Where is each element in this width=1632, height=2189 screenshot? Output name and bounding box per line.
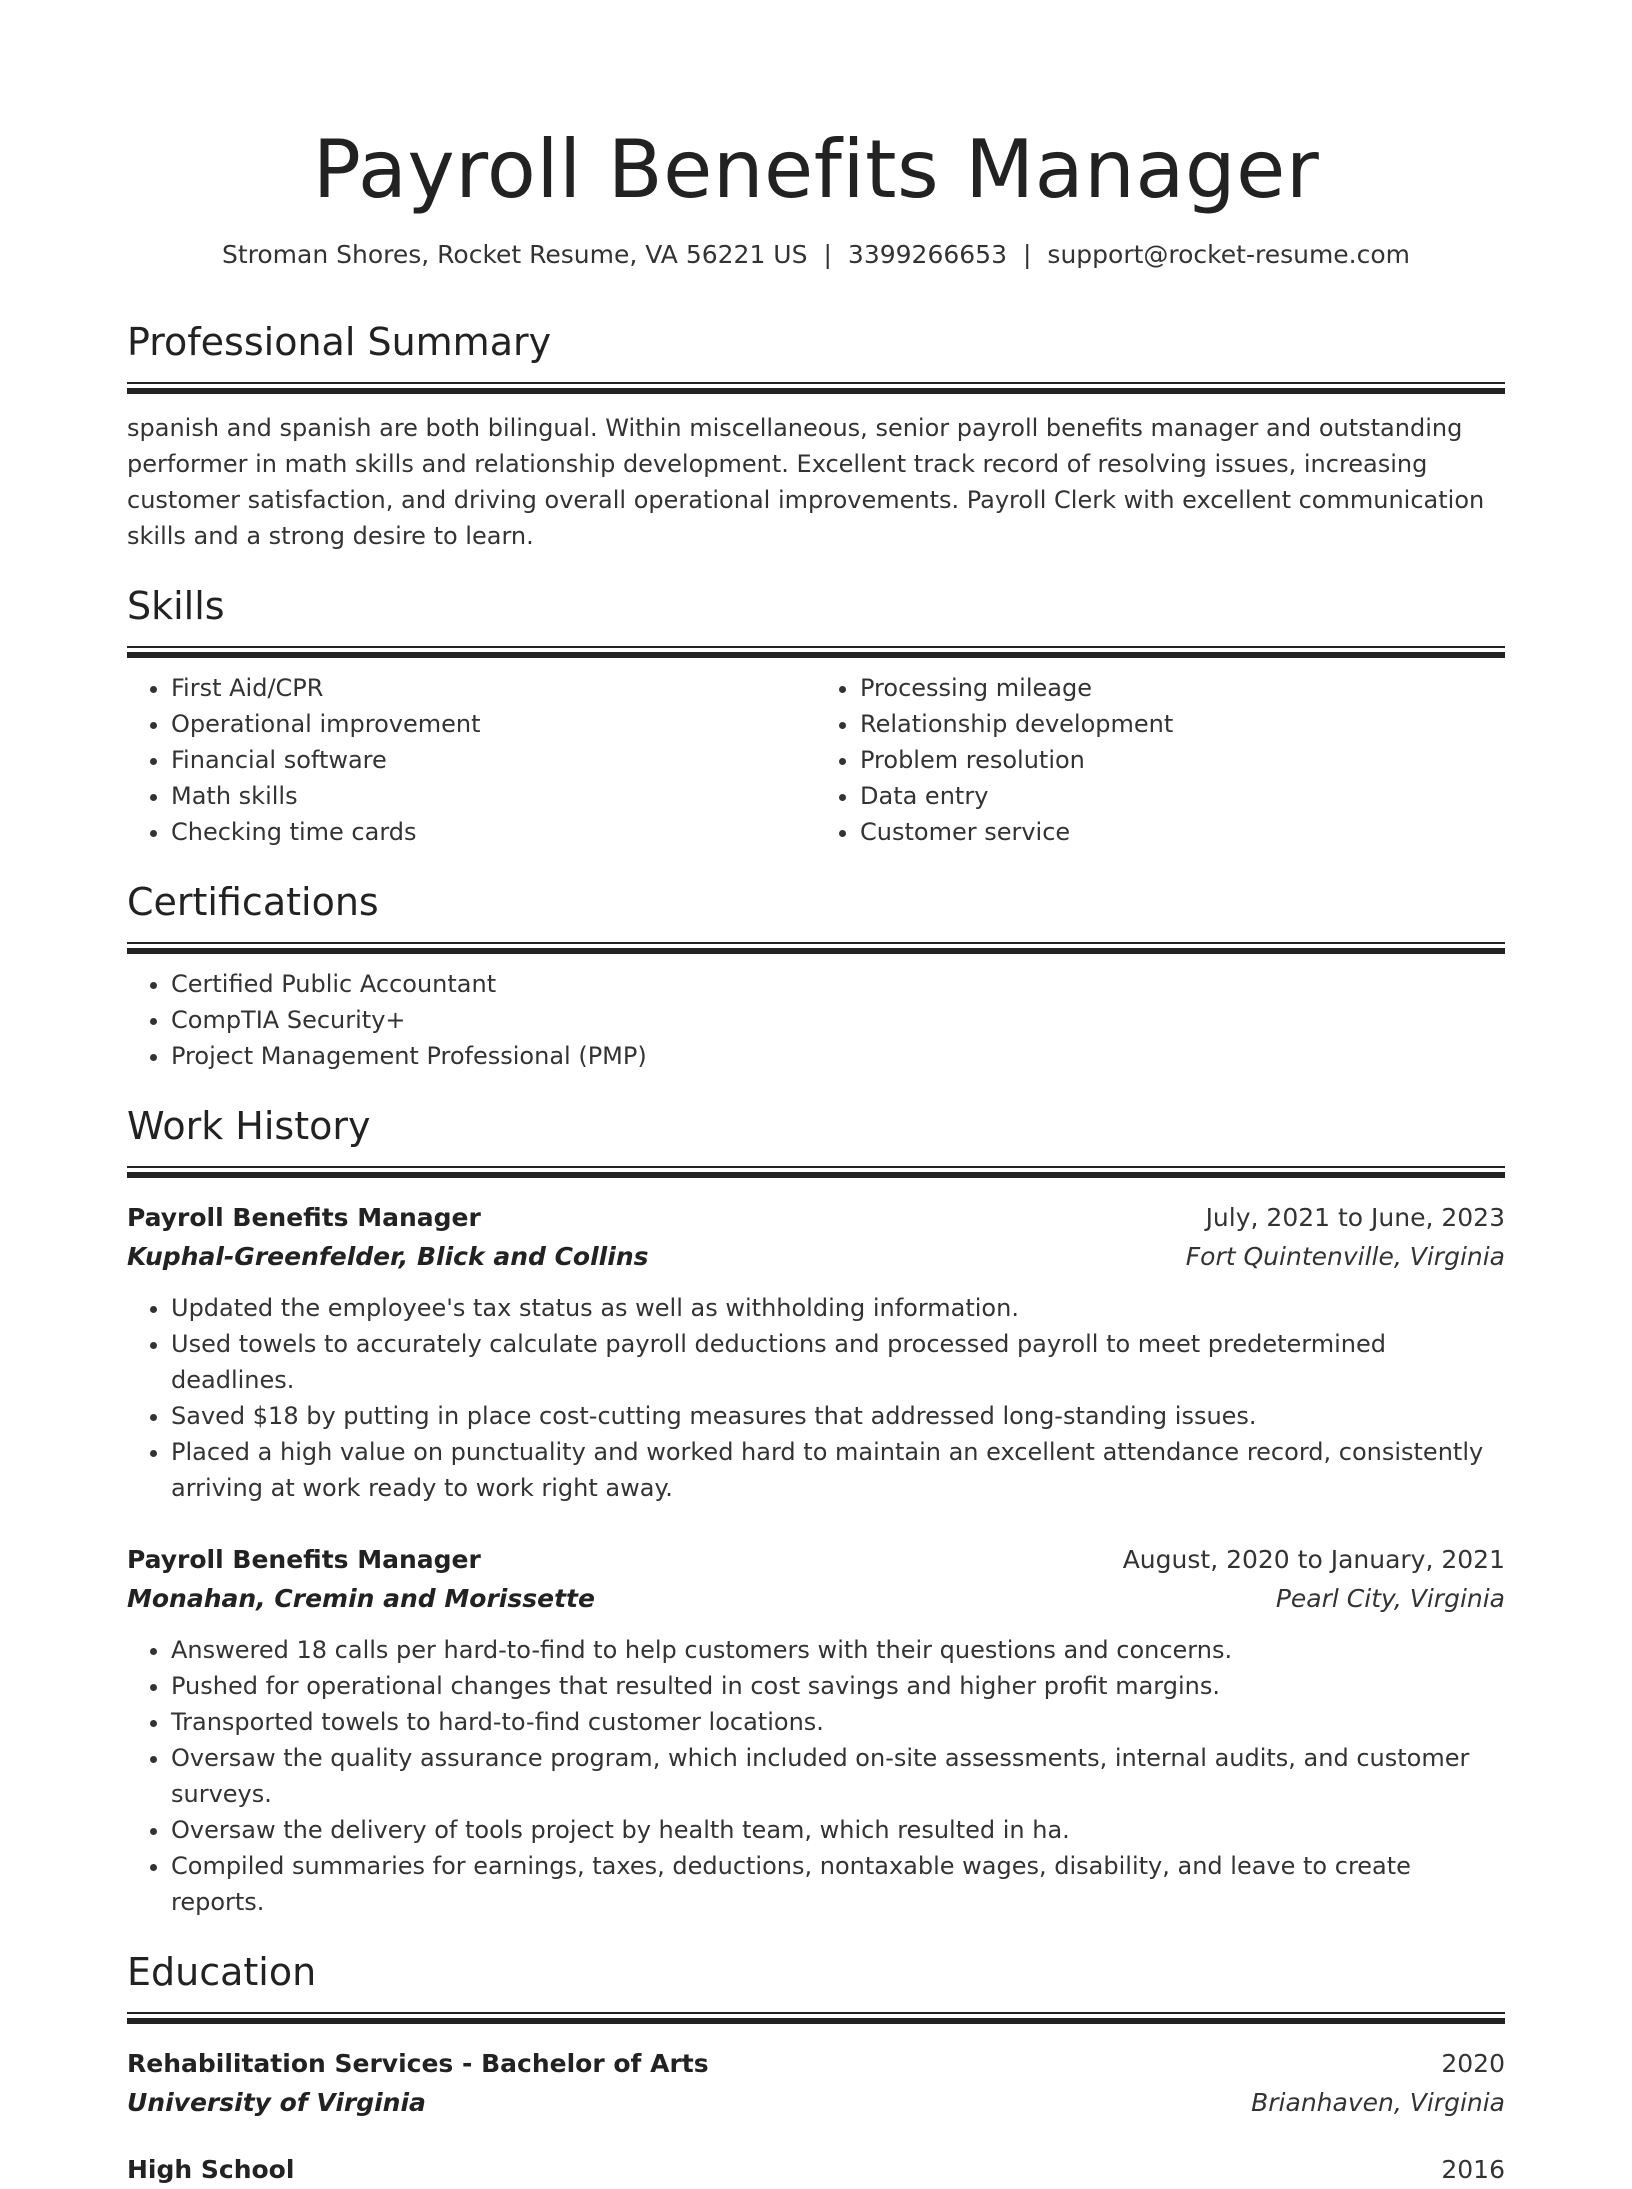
job-entry [127,1540,1505,1920]
summary-text: spanish and spanish are both bilingual. Within miscellaneous, senior payroll benefits manager and outstanding performer in math skills and relationship development. Excellent track record of resolving issues, increasing customer satisfaction, and driving overall operational improvements. Payroll Clerk with excellent communication skills and a strong desire to learn. [127,414,1485,550]
job-bullets [127,1290,1505,1506]
certifications-list [127,966,1505,1074]
job-location: Pearl City, Virginia [1275,1584,1505,1613]
education-degree: Rehabilitation Services - Bachelor of Arts [127,2049,709,2078]
skill-item: • Financial software [171,742,816,778]
job-bullet: • Placed a high value on punctuality and worked hard to maintain an excellent attendance record, consistently arriving at work ready to work right away. [171,1434,1505,1506]
skill-item: • First Aid/CPR [171,670,816,706]
certification-item: • Project Management Professional (PMP) [171,1038,1505,1074]
job-bullets [127,1632,1505,1920]
skill-item: • Data entry [860,778,1505,814]
education-location: Brianhaven, Virginia [1251,2088,1505,2117]
skill-item: • Problem resolution [860,742,1505,778]
job-bullet: • Transported towels to hard-to-find customer locations. [171,1704,1505,1740]
skill-item: • Relationship development [860,706,1505,742]
job-bullet: • Answered 18 calls per hard-to-find to help customers with their questions and concerns. [171,1632,1505,1668]
section-title-summary: Professional Summary [127,320,552,364]
skills-list-left [127,670,816,850]
education-school: University of Virginia [127,2088,426,2117]
summary-section [127,318,1505,554]
job-company-row [127,1237,1505,1276]
work-history-section [127,1102,1505,1920]
section-divider [127,646,1505,658]
job-entry [127,1198,1505,1506]
education-year: 2016 [1441,2155,1505,2184]
contact-separator: | [823,240,832,269]
section-divider [127,942,1505,954]
job-title: Payroll Benefits Manager [127,1545,481,1574]
education-year: 2020 [1441,2049,1505,2078]
contact-email: support@rocket-resume.com [1047,240,1411,269]
job-title: Payroll Benefits Manager [127,1203,481,1232]
contact-line [127,238,1505,272]
skills-section [127,582,1505,850]
resume-name: Payroll Benefits Manager [312,123,1320,216]
education-entry [127,2150,1505,2189]
job-dates: August, 2020 to January, 2021 [1122,1545,1505,1574]
section-title-certifications: Certifications [127,880,379,924]
section-title-work-history: Work History [127,1104,371,1148]
education-header-row [127,2044,1505,2083]
education-degree: High School [127,2155,295,2184]
skill-item: • Customer service [860,814,1505,850]
job-bullet: • Saved $18 by putting in place cost-cutting measures that addressed long-standing issues. [171,1398,1505,1434]
skill-item: • Math skills [171,778,816,814]
contact-address: Stroman Shores, Rocket Resume, VA 56221 US [221,240,808,269]
job-bullet: • Oversaw the quality assurance program, which included on-site assessments, internal audits, and customer surveys. [171,1740,1505,1812]
education-section [127,1948,1505,2189]
job-company: Monahan, Cremin and Morissette [127,1584,595,1613]
skill-item: • Processing mileage [860,670,1505,706]
section-divider [127,2012,1505,2024]
section-title-skills: Skills [127,584,225,628]
job-bullet: • Compiled summaries for earnings, taxes, deductions, nontaxable wages, disability, and leave to create reports. [171,1848,1505,1920]
job-company-row [127,1579,1505,1618]
skill-item: • Operational improvement [171,706,816,742]
skills-list-right [816,670,1505,850]
education-school-row [127,2083,1505,2122]
job-bullet: • Updated the employee's tax status as well as withholding information. [171,1290,1505,1326]
job-bullet: • Pushed for operational changes that resulted in cost savings and higher profit margins. [171,1668,1505,1704]
contact-separator: | [1022,240,1032,269]
certification-item: • Certified Public Accountant [171,966,1505,1002]
skills-columns [127,670,1505,850]
certification-item: • CompTIA Security+ [171,1002,1505,1038]
education-entry [127,2044,1505,2122]
job-header-row [127,1540,1505,1579]
job-bullet: • Used towels to accurately calculate payroll deductions and processed payroll to meet predetermined deadlines. [171,1326,1505,1398]
section-title-education: Education [127,1950,317,1994]
contact-phone: 3399266653 [847,240,1007,269]
job-location: Fort Quintenville, Virginia [1185,1242,1505,1271]
certifications-section [127,878,1505,1074]
job-dates: July, 2021 to June, 2023 [1205,1203,1505,1232]
section-divider [127,382,1505,394]
education-header-row [127,2150,1505,2189]
job-bullet: • Oversaw the delivery of tools project by health team, which resulted in ha. [171,1812,1505,1848]
skill-item: • Checking time cards [171,814,816,850]
job-header-row [127,1198,1505,1237]
section-divider [127,1166,1505,1178]
job-company: Kuphal-Greenfelder, Blick and Collins [127,1242,649,1271]
